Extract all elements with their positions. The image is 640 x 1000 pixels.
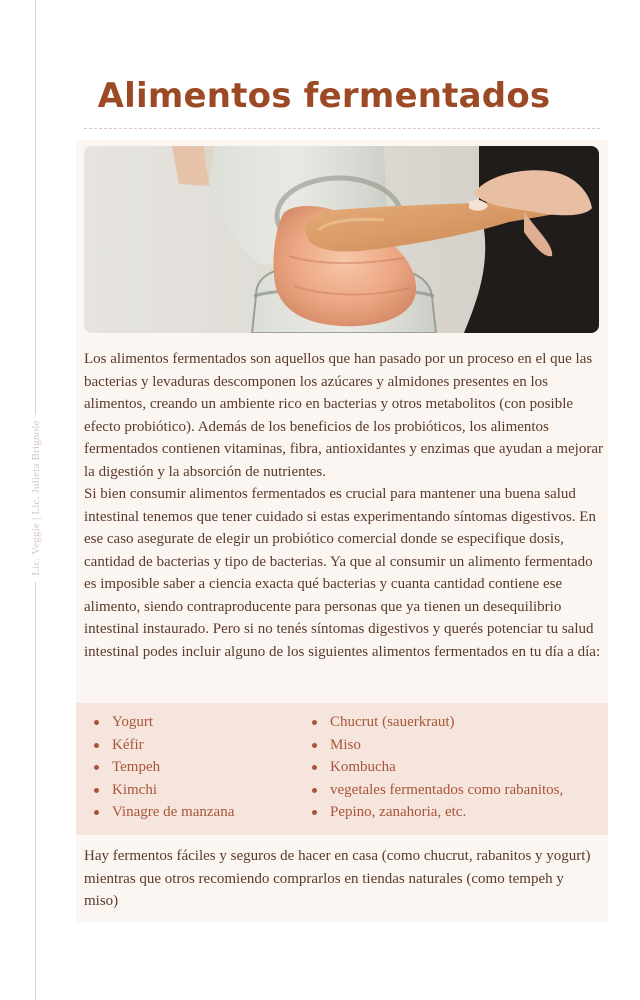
body-text [84, 348, 604, 663]
food-list-left [88, 711, 234, 824]
intro-paragraph: Los alimentos fermentados son aquellos que han pasado por un proceso en el que las bacterias y levaduras descomponen los azúcares y almidones presentes en los alimentos, creando un ambiente rico en bacterias y otros metabolitos (con posible efecto probiótico). Además de los beneficios de los probióticos, los alimentos fermentados contienen vitaminas, fibra, antioxidantes y enzimas que ayudan a mejorar la digestión y la absorción de nutrientes. [84, 351, 603, 480]
list-item: Kombucha [306, 756, 563, 779]
food-list-right [306, 711, 563, 824]
list-item: Vinagre de manzana [88, 801, 234, 824]
list-item: Kimchi [88, 779, 234, 802]
list-item: Pepino, zanahoria, etc. [306, 801, 563, 824]
list-item: Yogurt [88, 711, 234, 734]
list-item: vegetales fermentados como rabanitos, [306, 779, 563, 802]
closing-paragraph: Hay fermentos fáciles y seguros de hacer en casa (como chucrut, rabanitos y yogurt) mientras que otros recomiendo comprarlos en tiendas naturales (como tempeh y miso) [84, 848, 591, 909]
advice-paragraph: Si bien consumir alimentos fermentados es crucial para mantener una buena salud intestinal tenemos que tener cuidado si estas experimentando síntomas digestivos. En ese caso asegurate de elegir un probiótico comercial donde se especifique dosis, cantidad de bacterias y tipo de bacterias. Ya que al consumir un alimento fermentado es imposible saber a ciencia exacta qué bacterias y cuanta cantidad contiene ese alimento, siendo contraproducente para personas que ya tienen un desequilibrio intestinal instaurado. Pero si no tenés síntomas digestivos y querés potenciar tu salud intestinal podes incluir alguno de los siguientes alimentos fermentados en tu día a día: [84, 486, 601, 660]
side-note: Lic. Veggie | Lic. Julieta Brignole [30, 414, 42, 581]
list-item: Chucrut (sauerkraut) [306, 711, 563, 734]
list-item: Kéfir [88, 734, 234, 757]
list-item: Tempeh [88, 756, 234, 779]
kombucha-scoby-photo [84, 146, 599, 333]
page-title: Alimentos fermentados [97, 76, 551, 116]
title-divider [84, 128, 600, 129]
list-item: Miso [306, 734, 563, 757]
